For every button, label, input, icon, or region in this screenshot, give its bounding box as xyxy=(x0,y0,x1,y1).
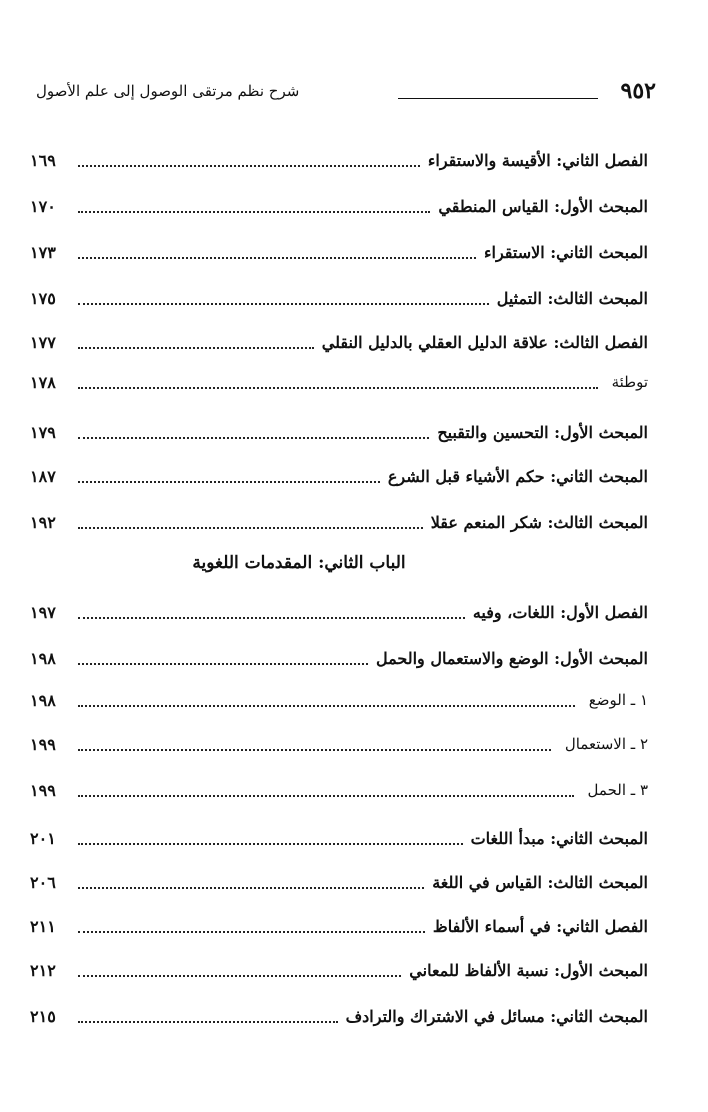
toc-entry-label: الفصل الثالث: xyxy=(547,332,648,352)
part-heading xyxy=(30,553,648,583)
toc-page-number: ١٧٧ xyxy=(30,332,56,352)
page-number: ٩٥٢ xyxy=(620,78,656,104)
dot-leader xyxy=(78,605,465,619)
toc-page-number: ١٩٨ xyxy=(30,648,56,668)
dot-leader xyxy=(78,515,423,529)
toc-entry-label: المبحث الأول: xyxy=(548,960,648,980)
toc-entry-title: المبحث الثالث: التمثيل xyxy=(496,288,648,308)
book-title: شرح نظم مرتقى الوصول إلى علم الأصول xyxy=(36,82,300,100)
toc-entry-title: توطئة xyxy=(611,373,648,391)
dot-leader xyxy=(78,199,430,213)
toc-page-number: ١٩٢ xyxy=(30,512,56,532)
toc-page-number: ١٦٩ xyxy=(30,150,56,170)
toc-entry xyxy=(30,685,708,715)
dot-leader xyxy=(78,831,463,845)
dot-leader xyxy=(78,919,425,933)
toc-entry-label: المبحث الأول: xyxy=(548,196,648,216)
header-rule xyxy=(398,98,598,99)
dot-leader xyxy=(78,425,429,439)
toc-entry-title: المبحث الثاني: مسائل في الاشتراك والترادف xyxy=(345,1006,648,1026)
toc-page-number: ١٩٧ xyxy=(30,602,56,622)
toc-entry xyxy=(30,729,708,759)
toc-entry xyxy=(30,867,672,897)
toc-page-number: ٢١١ xyxy=(30,916,56,936)
toc-entry-title: الفصل الثالث: علاقة الدليل العقلي بالدليل النقلي xyxy=(321,332,648,352)
dot-leader xyxy=(78,245,476,259)
running-header xyxy=(36,78,656,110)
dot-leader xyxy=(78,335,314,349)
toc-page-number: ٢٠١ xyxy=(30,828,56,848)
toc-entry-title: ٣ ـ الحمل xyxy=(587,781,648,799)
toc-entry-title: الفصل الأول: اللغات، وفيه xyxy=(472,602,648,622)
toc-page-number: ٢١٢ xyxy=(30,960,56,980)
toc-entry-label: المبحث الثالث: xyxy=(541,512,648,532)
toc-entry-label: المبحث الثالث: xyxy=(541,872,648,892)
toc-entry-title: المبحث الثاني: مبدأ اللغات xyxy=(470,828,648,848)
dot-leader xyxy=(78,469,380,483)
toc-entry-title: المبحث الثالث: القياس في اللغة xyxy=(432,872,648,892)
toc-entry xyxy=(30,237,672,267)
toc-entry-label: المبحث الثاني: xyxy=(544,1006,648,1026)
toc-entry-label: المبحث الثاني: xyxy=(544,828,648,848)
part-heading-title: الباب الثاني: المقدمات اللغوية xyxy=(192,553,406,573)
toc-entry xyxy=(30,283,672,313)
toc-entry-title: ٢ ـ الاستعمال xyxy=(564,735,648,753)
toc-entry-title: المبحث الأول: التحسين والتقبيح xyxy=(437,422,648,442)
toc-entry-label: المبحث الأول: xyxy=(548,422,648,442)
toc-entry xyxy=(30,191,672,221)
toc-page-number: ١٩٩ xyxy=(30,780,56,800)
dot-leader xyxy=(78,375,598,389)
dot-leader xyxy=(78,875,424,889)
toc-entry xyxy=(30,507,672,537)
dot-leader xyxy=(78,1009,338,1023)
dot-leader xyxy=(78,651,368,665)
toc-entry xyxy=(30,911,648,941)
toc-entry-label: المبحث الثاني: xyxy=(544,466,648,486)
toc-entry-label: المبحث الثالث: xyxy=(541,288,648,308)
toc-entry xyxy=(30,597,648,627)
toc-entry-title: المبحث الثاني: حكم الأشياء قبل الشرع xyxy=(387,466,648,486)
toc-entry xyxy=(30,775,708,805)
toc-page-number: ١٩٩ xyxy=(30,734,56,754)
toc-entry-title: المبحث الأول: القياس المنطقي xyxy=(438,196,648,216)
toc-entry-label: الفصل الثاني: xyxy=(550,916,648,936)
toc-entry xyxy=(30,367,708,397)
toc-page-number: ١٧٨ xyxy=(30,372,56,392)
dot-leader xyxy=(78,291,489,305)
toc-entry-title: الفصل الثاني: في أسماء الألفاظ xyxy=(432,916,648,936)
toc-page-number: ١٨٧ xyxy=(30,466,56,486)
toc-page-number: ١٧٩ xyxy=(30,422,56,442)
toc-page-number: ٢١٥ xyxy=(30,1006,56,1026)
toc-page-number: ٢٠٦ xyxy=(30,872,56,892)
toc-entry xyxy=(30,417,672,447)
toc-entry xyxy=(30,145,648,175)
toc-entry xyxy=(30,955,672,985)
toc-page-number: ١٧٠ xyxy=(30,196,56,216)
toc-entry xyxy=(30,327,648,357)
toc-entry-title: المبحث الأول: نسبة الألفاظ للمعاني xyxy=(409,960,648,980)
toc-entry-title: المبحث الثالث: شكر المنعم عقلا xyxy=(430,512,648,532)
toc-entry xyxy=(30,643,672,673)
toc-entry-title: المبحث الثاني: الاستقراء xyxy=(484,242,648,262)
toc-entry xyxy=(30,823,672,853)
dot-leader xyxy=(78,783,574,797)
toc-entry-label: الفصل الثاني: xyxy=(550,150,648,170)
dot-leader xyxy=(78,963,401,977)
toc-entry xyxy=(30,1001,672,1031)
toc-page-number: ١٧٣ xyxy=(30,242,56,262)
toc-entry-label: المبحث الثاني: xyxy=(544,242,648,262)
toc-entry-title: الفصل الثاني: الأقيسة والاستقراء xyxy=(427,150,648,170)
toc-entry xyxy=(30,461,672,491)
dot-leader xyxy=(78,153,420,167)
toc-entry-label: المبحث الأول: xyxy=(548,648,648,668)
toc-entry-title: ١ ـ الوضع xyxy=(588,691,648,709)
toc-page-number: ١٩٨ xyxy=(30,690,56,710)
toc-page-number: ١٧٥ xyxy=(30,288,56,308)
dot-leader xyxy=(78,693,575,707)
toc-entry-title: المبحث الأول: الوضع والاستعمال والحمل xyxy=(376,648,648,668)
toc-entry-label: الفصل الأول: xyxy=(554,602,648,622)
dot-leader xyxy=(78,737,551,751)
